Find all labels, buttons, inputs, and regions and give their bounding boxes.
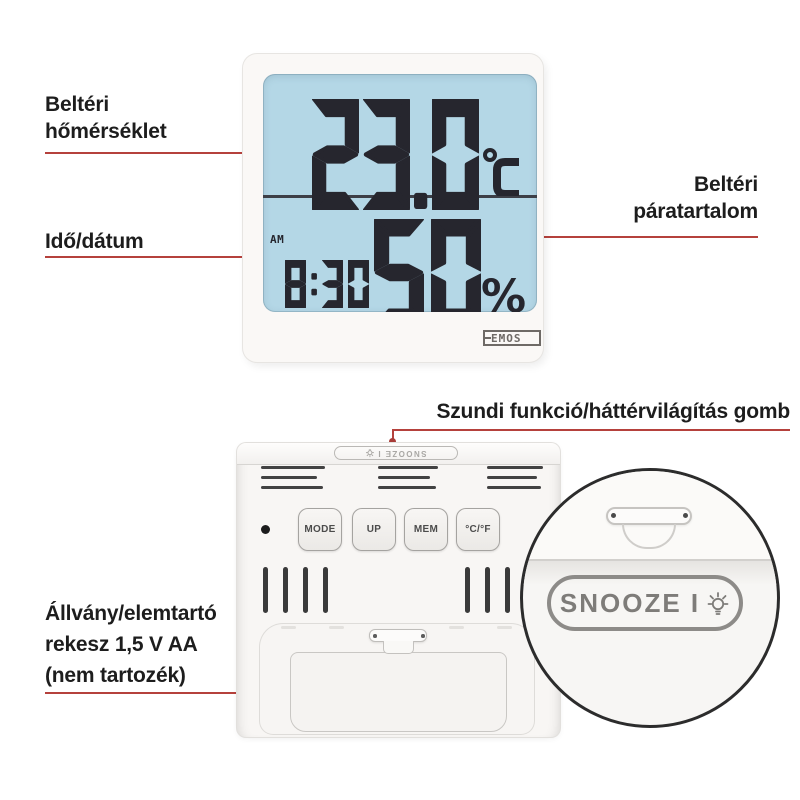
recess-tick (281, 626, 296, 629)
callout-line-snooze (393, 429, 790, 431)
percent-unit: % (481, 270, 527, 312)
recess-tick (449, 626, 464, 629)
speaker-slat (283, 567, 288, 613)
celsius-unit-icon (483, 148, 523, 196)
label-line: Beltéri (45, 93, 109, 116)
logo-text: EMOS (491, 331, 522, 345)
label-line: Beltéri (694, 173, 758, 196)
mode-button: MODE (298, 508, 342, 551)
snooze-top-label: SNOOZE I (377, 449, 427, 458)
label-line: (nem tartozék) (45, 664, 186, 687)
speaker-slat (465, 567, 470, 613)
lcd-time-digits (285, 260, 369, 308)
recess-tick (497, 626, 512, 629)
recess-tick (329, 626, 344, 629)
vent-slots-left (261, 466, 325, 489)
magnifier-detail-circle (520, 468, 780, 728)
latch-screw (611, 513, 616, 518)
label-indoor-temperature (45, 91, 167, 145)
battery-door (290, 652, 507, 732)
label-line: Szundi funkció/háttérvilágítás gomb (436, 400, 790, 423)
up-button: UP (352, 508, 396, 551)
snooze-button-magnified (547, 575, 743, 631)
battery-latch-tab (383, 641, 414, 654)
emos-logo (483, 330, 541, 346)
latch-screw (373, 634, 377, 638)
thermometer-front-view (243, 54, 543, 362)
label-battery-compartment (45, 598, 217, 691)
mem-button: MEM (404, 508, 448, 551)
snooze-top-button-print (365, 448, 426, 458)
snooze-top-button (334, 446, 458, 460)
bulb-icon (706, 590, 730, 616)
reset-hole (261, 525, 270, 534)
lcd-display (263, 74, 537, 312)
label-line: hőmérséklet (45, 120, 167, 143)
am-indicator: AM (270, 233, 285, 246)
label-time-date (45, 228, 144, 255)
speaker-slat (323, 567, 328, 613)
label-line: Állvány/elemtartó (45, 602, 217, 625)
lcd-temperature-digits (312, 99, 479, 210)
label-snooze-backlight (436, 398, 790, 425)
thermometer-back-view (237, 443, 560, 737)
label-line: rekesz 1,5 V AA (45, 633, 198, 656)
latch-screw (683, 513, 688, 518)
snooze-label: SNOOZE I (559, 587, 701, 618)
vent-slots-center (378, 466, 438, 489)
celsius-fahrenheit-button: °C/°F (456, 508, 500, 551)
speaker-slat (485, 567, 490, 613)
magnified-latch (606, 507, 692, 525)
device-top-edge (237, 443, 560, 465)
speaker-slat (303, 567, 308, 613)
label-line: páratartalom (633, 200, 758, 223)
speaker-slat (263, 567, 268, 613)
lcd-humidity-digits (374, 219, 481, 312)
latch-screw (421, 634, 425, 638)
label-indoor-humidity (633, 171, 758, 225)
speaker-slat (505, 567, 510, 613)
label-line: Idő/dátum (45, 230, 144, 253)
bulb-icon (365, 448, 374, 458)
